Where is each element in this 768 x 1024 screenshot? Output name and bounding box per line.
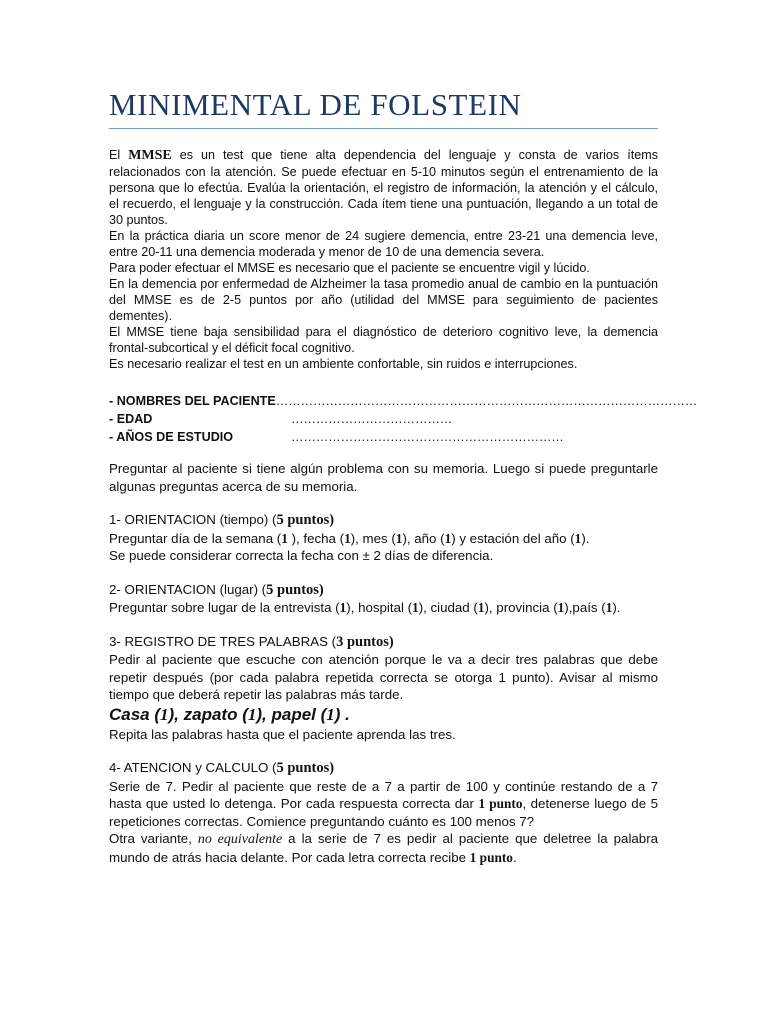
score: 1 [605, 600, 613, 615]
text: ) [329, 760, 335, 776]
score: 1 [344, 530, 351, 546]
section-word-registration [109, 633, 658, 744]
section-heading [109, 633, 658, 652]
intro-paragraph-6: Es necesario realizar el test en un ambiente confortable, sin ruidos e interrupciones. [109, 357, 578, 371]
text: ), mes ( [350, 530, 396, 546]
score: 1 [395, 530, 403, 546]
text: ) [329, 512, 335, 528]
points: 5 puntos [276, 512, 330, 528]
score: 1 [444, 530, 452, 546]
score: 1 [247, 704, 257, 724]
years-of-study-field[interactable]: ………………………………………………………… [291, 430, 564, 444]
score: 1 [281, 530, 288, 546]
text: 4- ATENCION y CALCULO ( [109, 760, 277, 775]
text: , detenerse luego de 5 repeticiones correctas. Comience preguntando cuánto es 100 menos 7? [109, 796, 658, 829]
score: 1 [326, 704, 335, 724]
patient-name-label: - NOMBRES DEL PACIENTE [109, 394, 276, 408]
points: 5 puntos [276, 760, 330, 776]
score: 1 punto [469, 849, 513, 865]
text: ), año ( [402, 530, 445, 546]
text: ), ciudad ( [418, 600, 478, 615]
memory-question-text: Preguntar al paciente si tiene algún problema con su memoria. Luego si puede preguntarle algunas preguntas acerca de su memoria. [109, 461, 658, 494]
text: El [109, 148, 129, 162]
text: ) [318, 581, 324, 598]
page-title: MINIMENTAL DE FOLSTEIN [109, 87, 522, 122]
text: a la serie de 7 es pedir al paciente que deletree la palabra mundo de atrás hacia delante. Por cada letra correcta recibe [109, 831, 659, 865]
patient-name-field[interactable]: ………………………………………………………………………………………… [275, 394, 698, 408]
section-body: Pedir al paciente que escuche con atención porque le va a decir tres palabras que debe repetir después (por cada palabra repetida correcta se otorga 1 punto). Avisar al mismo tiempo que deberá repetir las palabras más tarde. [109, 652, 658, 702]
age-row [109, 410, 658, 428]
section-line: Se puede considerar correcta la fecha con ± 2 días de diferencia. [109, 548, 494, 563]
patient-name-row [109, 392, 698, 410]
section-body [109, 830, 658, 866]
score: 1 punto [478, 796, 523, 811]
intro-paragraph-5: El MMSE tiene baja sensibilidad para el diagnóstico de deterioro cognitivo leve, la demencia frontal-subcortical y el déficit focal cognitivo. [109, 325, 658, 355]
points: 5 puntos [266, 581, 319, 598]
years-of-study-label: - AÑOS DE ESTUDIO [109, 430, 234, 444]
text: Casa ( [109, 704, 161, 724]
section-line: Repita las palabras hasta que el paciente aprenda las tres. [109, 726, 456, 742]
section-heading [109, 759, 658, 778]
section-body [109, 778, 658, 831]
section-line [109, 599, 658, 617]
text: . [512, 849, 517, 865]
patient-form [109, 392, 698, 446]
years-of-study-row [109, 428, 658, 446]
score: 1 [557, 600, 565, 615]
text: Preguntar día de la semana ( [109, 530, 282, 546]
text: Otra variante, [109, 831, 198, 846]
score: 1 [160, 704, 169, 724]
score: 1 [574, 530, 582, 546]
text: ), hospital ( [346, 600, 413, 615]
section-orientation-place [109, 581, 658, 617]
intro-text [109, 147, 658, 372]
age-label: - EDAD [109, 412, 153, 426]
text: Preguntar sobre lugar de la entrevista ( [109, 600, 340, 615]
text: ) [388, 633, 394, 650]
title-divider [109, 128, 658, 129]
text: es un test que tiene alta dependencia del lenguaje y consta de varios ítems relacionados con la atención. Se puede efectuar en 5-10 minutos según el entrenamiento de la persona que lo efectúa. Evalúa la orientación, el registro de información, la atención y el cálculo, el recuerdo, el lenguaje y la construcción. Cada ítem tiene una puntuación, llegando a un total de 30 puntos. [109, 148, 658, 227]
text: ) . [334, 704, 350, 724]
text: ). [581, 530, 590, 546]
text: 2- ORIENTACION (lugar) ( [109, 581, 267, 597]
text: ),país ( [564, 600, 606, 615]
text: ), provincia ( [484, 600, 558, 615]
score: 1 [477, 600, 485, 615]
text: ), zapato ( [168, 704, 248, 724]
text: ) y estación del año ( [451, 530, 575, 546]
section-heading [109, 581, 658, 600]
section-attention-calculation [109, 759, 658, 866]
points: 3 puntos [336, 633, 389, 650]
intro-paragraph-3: Para poder efectuar el MMSE es necesario que el paciente se encuentre vigil y lúcido. [109, 261, 590, 275]
score: 1 [339, 600, 347, 615]
section-heading [109, 511, 658, 530]
memory-question [109, 460, 658, 495]
intro-paragraph-1 [109, 147, 658, 228]
intro-paragraph-4: En la demencia por enfermedad de Alzheimer la tasa promedio anual de cambio en la puntuación del MMSE es de 2-5 puntos por año (utilidad del MMSE para seguimiento de pacientes dementes). [109, 277, 658, 323]
text: 1- ORIENTACION (tiempo) ( [109, 512, 277, 527]
emphasis: no equivalente [197, 832, 283, 847]
text: ), papel ( [256, 704, 327, 724]
three-words [109, 704, 658, 726]
text: Serie de 7. Pedir al paciente que reste de a 7 a partir de 100 y continúe restando de a 7 hasta que usted lo detenga. Por cada respuesta correcta dar [109, 778, 658, 811]
section-orientation-time [109, 511, 658, 565]
section-line [109, 530, 658, 548]
mmse-term: MMSE [128, 148, 172, 163]
text: ), fecha ( [287, 530, 345, 546]
text: ). [612, 600, 621, 615]
age-field[interactable]: ………………………………… [291, 412, 453, 426]
text: 3- REGISTRO DE TRES PALABRAS ( [109, 633, 337, 649]
score: 1 [412, 600, 419, 615]
intro-paragraph-2: En la práctica diaria un score menor de 24 sugiere demencia, entre 23-21 una demencia leve, entre 20-11 una demencia moderada y menor de 10 de una demencia severa. [109, 229, 658, 259]
